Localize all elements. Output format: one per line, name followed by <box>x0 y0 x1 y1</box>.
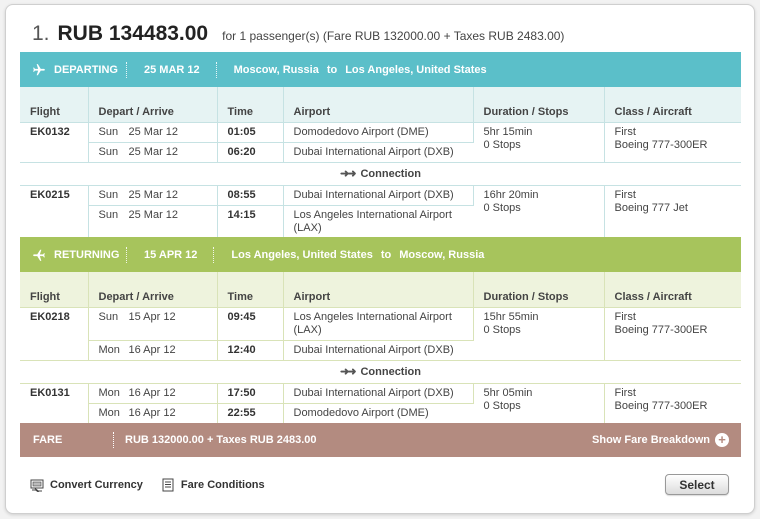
duration-stops: 5hr 15min 0 Stops <box>473 123 604 163</box>
depart-time: 01:05 <box>217 123 283 143</box>
plus-circle-icon: + <box>715 433 729 447</box>
col-duration-stops: Duration / Stops <box>473 87 604 123</box>
returning-segments-table <box>20 272 741 424</box>
returning-bar <box>20 237 741 272</box>
divider <box>113 432 115 448</box>
show-fare-breakdown-label: Show Fare Breakdown <box>592 434 710 446</box>
class-aircraft: First Boeing 777 Jet <box>614 189 688 214</box>
fare-conditions-label: Fare Conditions <box>180 479 265 491</box>
plane-icon <box>32 248 46 262</box>
table-header-row <box>20 87 741 123</box>
table-header-row <box>20 272 741 308</box>
show-fare-breakdown-link[interactable] <box>592 433 729 447</box>
class-aircraft: First Boeing 777-300ER <box>604 308 741 361</box>
fare-bar <box>20 423 741 457</box>
departing-segments-table <box>20 87 741 238</box>
divider <box>213 247 215 263</box>
route-from: Los Angeles, United States <box>231 248 373 261</box>
actions-row <box>30 478 283 492</box>
col-flight: Flight <box>20 87 88 123</box>
table-row <box>20 186 741 206</box>
price-summary: for 1 passenger(s) (Fare RUB 132000.00 + Taxes RUB 2483.00) <box>222 29 565 43</box>
depart-date-cell: Sun 25 Mar 12 <box>88 186 217 206</box>
price-headline <box>32 22 564 50</box>
col-depart-arrive: Depart / Arrive <box>88 272 217 308</box>
route-to: Moscow, Russia <box>399 248 485 261</box>
depart-date-cell: Sun 15 Apr 12 <box>88 308 217 341</box>
connection-arrows-icon: ➜➜ <box>340 167 355 180</box>
returning-route <box>231 249 484 261</box>
route-from: Moscow, Russia <box>233 63 319 76</box>
departing-label: DEPARTING <box>54 63 118 76</box>
col-class-aircraft: Class / Aircraft <box>604 272 741 308</box>
duration-stops: 16hr 20min 0 Stops <box>473 186 604 239</box>
depart-time: 17:50 <box>217 384 283 404</box>
fare-detail: RUB 132000.00 + Taxes RUB 2483.00 <box>125 434 317 446</box>
connection-label: Connection <box>360 365 421 378</box>
depart-time: 08:55 <box>217 186 283 206</box>
col-time: Time <box>217 272 283 308</box>
depart-date-cell: Sun 25 Mar 12 <box>88 123 217 143</box>
divider <box>216 62 218 78</box>
total-price: RUB 134483.00 <box>57 22 209 45</box>
col-class-aircraft: Class / Aircraft <box>604 87 741 123</box>
flight-number: EK0131 <box>20 384 88 424</box>
arrive-airport: Dubai International Airport (DXB) <box>283 143 473 163</box>
depart-airport: Domodedovo Airport (DME) <box>283 123 473 143</box>
arrive-time: 22:55 <box>217 404 283 424</box>
class-aircraft: First Boeing 777-300ER <box>604 123 741 163</box>
table-row <box>20 384 741 404</box>
depart-time: 09:45 <box>217 308 283 341</box>
connection-label: Connection <box>360 167 421 180</box>
flight-number: EK0132 <box>20 123 88 163</box>
select-button[interactable]: Select <box>665 474 729 495</box>
convert-currency-link[interactable] <box>30 478 143 492</box>
arrive-time: 14:15 <box>217 206 283 239</box>
divider <box>126 62 128 78</box>
table-row <box>20 123 741 143</box>
depart-airport: Dubai International Airport (DXB) <box>283 384 473 404</box>
connection-arrows-icon: ➜➜ <box>340 365 355 378</box>
depart-date-cell: Mon 16 Apr 12 <box>88 384 217 404</box>
class-aircraft: First Boeing 777-300ER <box>614 387 708 412</box>
departing-date: 25 MAR 12 <box>144 63 200 76</box>
col-time: Time <box>217 87 283 123</box>
arrive-airport: Domodedovo Airport (DME) <box>283 404 473 424</box>
arrive-airport: Los Angeles International Airport (LAX) <box>283 206 473 239</box>
col-flight: Flight <box>20 272 88 308</box>
document-icon <box>161 478 175 492</box>
col-duration-stops: Duration / Stops <box>473 272 604 308</box>
connection-row <box>20 361 741 384</box>
connection-row <box>20 163 741 186</box>
departing-route <box>234 64 487 76</box>
depart-airport: Dubai International Airport (DXB) <box>283 186 473 206</box>
flight-number: EK0215 <box>20 186 88 239</box>
arrive-time: 06:20 <box>217 143 283 163</box>
divider <box>126 247 128 263</box>
arrive-airport: Dubai International Airport (DXB) <box>283 341 473 361</box>
arrive-time: 12:40 <box>217 341 283 361</box>
duration-stops: 5hr 05min 0 Stops <box>473 384 604 424</box>
convert-currency-label: Convert Currency <box>50 479 143 491</box>
depart-airport: Los Angeles International Airport (LAX) <box>283 308 473 341</box>
plane-icon <box>32 63 46 77</box>
option-index: 1. <box>32 22 50 45</box>
returning-label: RETURNING <box>54 248 120 261</box>
table-row <box>20 308 741 341</box>
returning-date: 15 APR 12 <box>144 248 198 261</box>
flight-number: EK0218 <box>20 308 88 361</box>
route-to: Los Angeles, United States <box>345 63 487 76</box>
route-to-word: to <box>326 63 338 76</box>
arrive-date-cell: Sun 25 Mar 12 <box>88 143 217 163</box>
fare-conditions-link[interactable] <box>161 478 265 492</box>
departing-bar <box>20 52 741 87</box>
col-depart-arrive: Depart / Arrive <box>88 87 217 123</box>
fare-label: FARE <box>33 434 63 446</box>
route-to-word: to <box>380 248 392 261</box>
currency-icon <box>30 478 44 492</box>
col-airport: Airport <box>283 272 473 308</box>
arrive-date-cell: Mon 16 Apr 12 <box>88 404 217 424</box>
arrive-date-cell: Mon 16 Apr 12 <box>88 341 217 361</box>
duration-stops: 15hr 55min 0 Stops <box>473 308 604 361</box>
arrive-date-cell: Sun 25 Mar 12 <box>88 206 217 239</box>
col-airport: Airport <box>283 87 473 123</box>
